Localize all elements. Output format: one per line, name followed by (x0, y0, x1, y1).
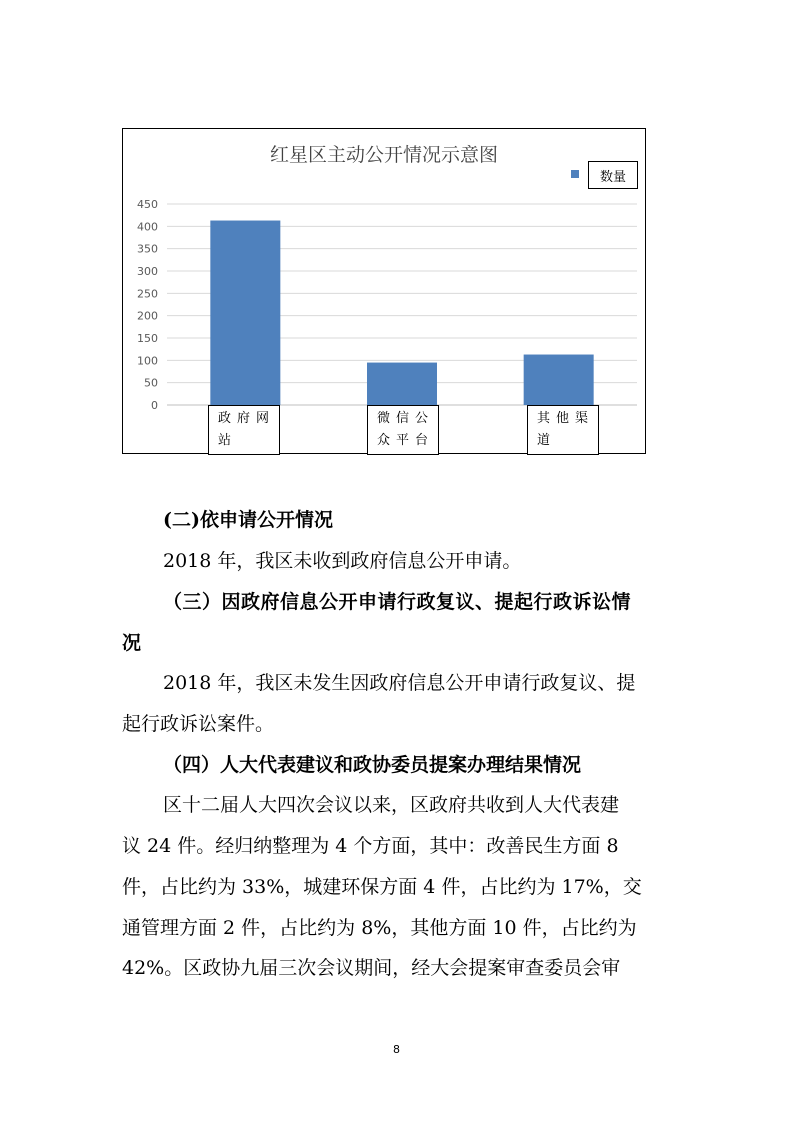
paragraph-no-litigation-cont: 起行政诉讼案件。 (122, 713, 275, 735)
y-tick-label-300: 300 (137, 265, 158, 278)
heading-apply-disclosure: (二)依申请公开情况 (163, 509, 333, 531)
heading-review-litigation-cont: 况 (122, 632, 142, 654)
category-label-1-line1: 微信公 (377, 411, 435, 426)
y-tick-label-50: 50 (144, 376, 158, 390)
category-label-0-line1: 政府网 (218, 411, 276, 426)
paragraph-proposals-line5: 42%。区政协九届三次会议期间，经大会提案审查委员会审 (122, 957, 621, 979)
category-label-2 (527, 405, 599, 455)
bar-0 (210, 221, 280, 405)
y-tick-label-150: 150 (137, 332, 158, 345)
paragraph-proposals-line4: 通管理方面 2 件，占比约为 8%，其他方面 10 件，占比约为 (122, 917, 637, 939)
heading-proposals: （四）人大代表建议和政协委员提案办理结果情况 (163, 754, 582, 776)
category-label-2-line1: 其他渠 (537, 411, 595, 426)
y-tick-label-0: 0 (151, 399, 158, 412)
page-number: 8 (393, 1043, 400, 1056)
y-tick-label-400: 400 (137, 220, 158, 234)
y-tick-label-250: 250 (137, 287, 158, 301)
paragraph-no-application: 2018 年，我区未收到政府信息公开申请。 (163, 550, 522, 572)
heading-review-litigation: （三）因政府信息公开申请行政复议、提起行政诉讼情 (163, 591, 632, 613)
bar-2 (524, 355, 594, 405)
legend-label: 数量 (588, 161, 638, 189)
y-tick-label-450: 450 (137, 198, 158, 211)
category-label-2-line2: 道 (537, 433, 557, 448)
category-label-1-line2: 众平台 (377, 433, 435, 448)
y-tick-label-350: 350 (137, 242, 158, 256)
category-label-1 (367, 405, 439, 455)
paragraph-proposals-line2: 议 24 件。经归纳整理为 4 个方面，其中：改善民生方面 8 (122, 835, 619, 857)
chart-title: 红星区主动公开情况示意图 (269, 144, 498, 166)
category-label-0 (208, 405, 280, 455)
bar-chart (0, 0, 793, 470)
y-tick-label-200: 200 (137, 309, 158, 323)
paragraph-no-litigation: 2018 年，我区未发生因政府信息公开申请行政复议、提 (163, 672, 636, 694)
bar-1 (367, 363, 437, 405)
y-tick-label-100: 100 (137, 354, 158, 368)
paragraph-proposals-line3: 件，占比约为 33%，城建环保方面 4 件，占比约为 17%，交 (122, 876, 642, 898)
category-label-0-line2: 站 (218, 433, 238, 448)
paragraph-proposals-line1: 区十二届人大四次会议以来，区政府共收到人大代表建 (163, 794, 620, 816)
